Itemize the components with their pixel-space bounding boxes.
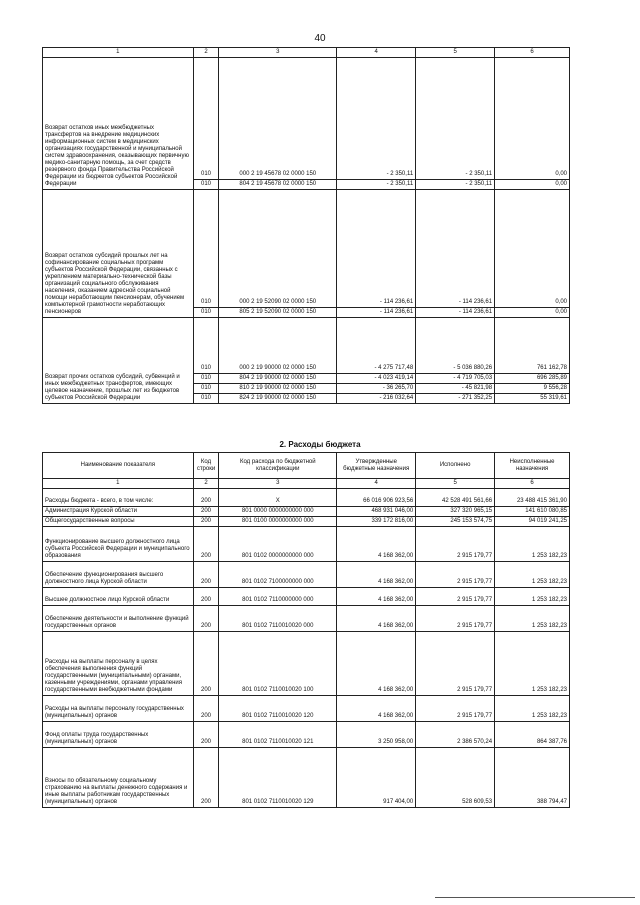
budget-code: 804 2 19 45678 02 0000 150 [219,180,337,190]
executed-value: 327 320 965,15 [416,507,495,517]
column-number: 1 [43,48,194,58]
table-row [43,696,570,722]
unexecuted-value: 1 253 182,23 [495,632,570,696]
section-title: 2. Расходы бюджета [279,440,361,449]
table-row [43,632,570,696]
column-number: 4 [337,479,416,489]
unexecuted-value: 55 319,61 [495,394,570,404]
budget-code: 801 0000 0000000000 000 [219,507,337,517]
line-code: 010 [193,58,219,180]
unexecuted-value: 0,00 [495,180,570,190]
line-code: 200 [193,606,219,632]
table-row [43,588,570,606]
indicator-name: Возврат остатков иных межбюджетных трансфертов на внедрение медицинских информационных систем в медицинских организациях государственной и муниципальной систем здравоохранения, оказывающих первичную медико-санитарную помощь, за счет средств резервного фонда Правительства Российской Федерации из бюджетов субъектов Российской Федерации [43,58,194,190]
approved-value: 339 172 816,00 [337,517,416,527]
executed-value: - 2 350,11 [416,180,495,190]
column-number: 1 [43,479,194,489]
budget-code: 801 0102 7100000000 000 [219,562,337,588]
table-row [43,507,570,517]
line-code: 010 [193,394,219,404]
budget-code: 801 0102 7110010020 120 [219,696,337,722]
unexecuted-value: 0,00 [495,190,570,308]
executed-value: 245 153 574,75 [416,517,495,527]
budget-code: 801 0102 7110010020 129 [219,748,337,808]
indicator-name: Возврат прочих остатков субсидий, субвенций и иных межбюджетных трансфертов, имеющих целевое назначение, прошлых лет из бюджетов субъектов Российской Федерации [43,318,194,404]
unexecuted-value: 761 162,78 [495,318,570,374]
line-code: 200 [193,489,219,507]
column-number: 5 [416,479,495,489]
unexecuted-value: 9 556,28 [495,384,570,394]
line-code: 010 [193,374,219,384]
budget-code: 824 2 19 90000 02 0000 150 [219,394,337,404]
unexecuted-value: 1 253 182,23 [495,696,570,722]
executed-value: - 4 719 705,03 [416,374,495,384]
header-line-code: Код строки [193,453,219,479]
unexecuted-value: 1 253 182,23 [495,606,570,632]
executed-value: - 114 236,61 [416,190,495,308]
budget-code: 801 0102 7110010020 100 [219,632,337,696]
column-number: 6 [495,48,570,58]
executed-value: - 2 350,11 [416,58,495,180]
indicator-name: Общегосударственные вопросы [43,517,194,527]
executed-value: 42 528 491 561,66 [416,489,495,507]
approved-value: 4 168 362,00 [337,562,416,588]
executed-value: 2 915 179,77 [416,632,495,696]
budget-code: 801 0102 7110010020 000 [219,606,337,632]
executed-value: 528 609,53 [416,748,495,808]
column-number: 2 [193,479,219,489]
table-row [43,722,570,748]
budget-code: 801 0102 0000000000 000 [219,527,337,562]
indicator-name: Возврат остатков субсидий прошлых лет на софинансирование социальных программ субъектов Российской Федерации, связанных с укреплением материально-технической базы организаций социального обслуживания населения, оказанием адресной социальной помощи неработающим пенсионерам, обучением компьютерной грамотности неработающих пенсионеров [43,190,194,318]
unexecuted-value: 864 387,76 [495,722,570,748]
header-executed: Исполнено [416,453,495,479]
executed-value: 2 915 179,77 [416,562,495,588]
column-number: 5 [416,48,495,58]
indicator-name: Расходы на выплаты персоналу государственных (муниципальных) органов [43,696,194,722]
column-number: 4 [337,48,416,58]
approved-value: - 114 236,61 [337,190,416,308]
indicator-name: Высшее должностное лицо Курской области [43,588,194,606]
executed-value: 2 915 179,77 [416,696,495,722]
line-code: 200 [193,507,219,517]
line-code: 200 [193,748,219,808]
footer-line [435,897,635,898]
budget-code: 801 0100 0000000000 000 [219,517,337,527]
budget-code: 804 2 19 90000 02 0000 150 [219,374,337,384]
table-row [43,58,570,180]
unexecuted-value: 388 794,47 [495,748,570,808]
budget-code: 810 2 19 90000 02 0000 150 [219,384,337,394]
approved-value: 66 016 906 923,56 [337,489,416,507]
approved-value: - 4 275 717,48 [337,318,416,374]
indicator-name: Функционирование высшего должностного лица субъекта Российской Федерации и муниципального образования [43,527,194,562]
budget-code: 805 2 19 52090 02 0000 150 [219,308,337,318]
indicator-name: Расходы бюджета - всего, в том числе: [43,489,194,507]
line-code: 010 [193,318,219,374]
executed-value: 2 915 179,77 [416,527,495,562]
approved-value: 4 168 362,00 [337,527,416,562]
budget-code: 801 0102 7110000000 000 [219,588,337,606]
column-number: 3 [219,479,337,489]
unexecuted-value: 0,00 [495,58,570,180]
indicator-name: Фонд оплаты труда государственных (муниципальных) органов [43,722,194,748]
approved-value: 468 931 046,00 [337,507,416,517]
approved-value: 3 250 958,00 [337,722,416,748]
line-code: 010 [193,384,219,394]
line-code: 010 [193,180,219,190]
approved-value: 4 168 362,00 [337,588,416,606]
expenses-table [42,452,570,808]
header-name: Наименование показателя [43,453,194,479]
header-unexecuted: Неисполненные назначения [495,453,570,479]
unexecuted-value: 696 285,89 [495,374,570,384]
column-number: 3 [219,48,337,58]
indicator-name: Взносы по обязательному социальному страхованию на выплаты денежного содержания и иные выплаты работникам государственных (муниципальных) органов [43,748,194,808]
approved-value: 917 404,00 [337,748,416,808]
approved-value: 4 168 362,00 [337,632,416,696]
indicator-name: Обеспечение функционирования высшего должностного лица Курской области [43,562,194,588]
unexecuted-value: 1 253 182,23 [495,562,570,588]
line-code: 200 [193,527,219,562]
budget-code: 000 2 19 52090 02 0000 150 [219,190,337,308]
executed-value: 2 915 179,77 [416,606,495,632]
unexecuted-value: 1 253 182,23 [495,527,570,562]
table-row [43,489,570,507]
table-row [43,527,570,562]
column-number: 6 [495,479,570,489]
executed-value: 2 915 179,77 [416,588,495,606]
line-code: 200 [193,722,219,748]
header-budget-code: Код расхода по бюджетной классификации [219,453,337,479]
approved-value: 4 168 362,00 [337,696,416,722]
approved-value: - 4 023 419,14 [337,374,416,384]
unexecuted-value: 141 610 080,85 [495,507,570,517]
budget-code: 000 2 19 45678 02 0000 150 [219,58,337,180]
executed-value: - 114 236,61 [416,308,495,318]
line-code: 010 [193,190,219,308]
table-row [43,562,570,588]
budget-code: 000 2 19 90000 02 0000 150 [219,318,337,374]
line-code: 200 [193,517,219,527]
budget-code: 801 0102 7110010020 121 [219,722,337,748]
approved-value: 4 168 362,00 [337,606,416,632]
line-code: 200 [193,696,219,722]
line-code: 200 [193,588,219,606]
unexecuted-value: 0,00 [495,308,570,318]
table-row [43,517,570,527]
line-code: 200 [193,562,219,588]
executed-value: 2 386 570,24 [416,722,495,748]
approved-value: - 216 032,64 [337,394,416,404]
unexecuted-value: 1 253 182,23 [495,588,570,606]
column-number: 2 [193,48,219,58]
line-code: 010 [193,308,219,318]
approved-value: - 114 236,61 [337,308,416,318]
column-number-row [43,48,570,58]
budget-code: X [219,489,337,507]
column-number-row [43,479,570,489]
executed-value: - 45 821,98 [416,384,495,394]
approved-value: - 2 350,11 [337,58,416,180]
table-row [43,606,570,632]
table-row [43,748,570,808]
executed-value: - 271 352,25 [416,394,495,404]
indicator-name: Расходы на выплаты персоналу в целях обеспечения выполнения функций государственными (муниципальными) органами, казенными учреждениями, органами управления государственными внебюджетными фондами [43,632,194,696]
unexecuted-value: 94 019 241,25 [495,517,570,527]
unexecuted-value: 23 488 415 361,90 [495,489,570,507]
page-number: 40 [314,33,326,44]
header-approved: Утвержденные бюджетные назначения [337,453,416,479]
approved-value: - 36 265,70 [337,384,416,394]
line-code: 200 [193,632,219,696]
indicator-name: Администрация Курской области [43,507,194,517]
table-row [43,318,570,374]
approved-value: - 2 350,11 [337,180,416,190]
executed-value: - 5 036 880,26 [416,318,495,374]
indicator-name: Обеспечение деятельности и выполнение функций государственных органов [43,606,194,632]
income-returns-table [42,47,570,404]
table-row [43,190,570,308]
